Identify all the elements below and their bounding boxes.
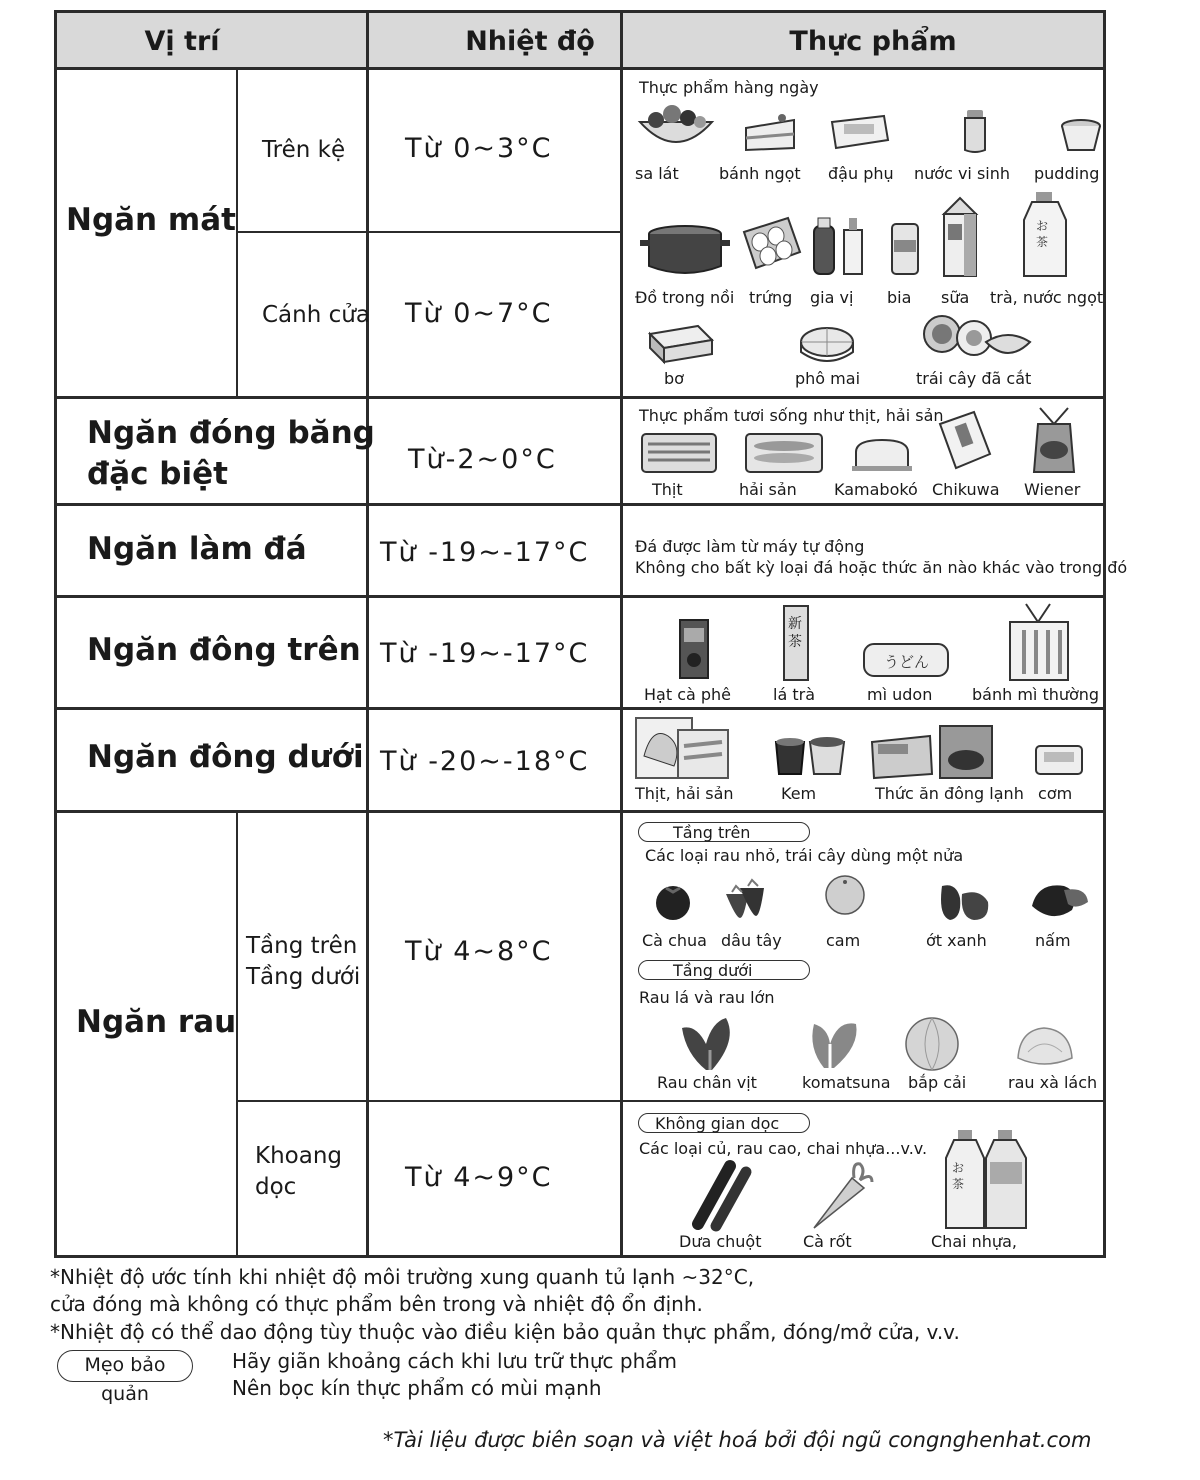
border-top: [54, 10, 1106, 13]
probiotic-drink-icon: [962, 108, 988, 154]
tofu-icon: [828, 112, 892, 152]
row-ice-name: Ngăn làm đá: [87, 531, 307, 567]
upper-freezer-item-2: lá trà: [773, 685, 815, 704]
chill-item-2: hải sản: [739, 480, 797, 499]
carrot-icon: [808, 1160, 874, 1232]
veg-lower-item-4: rau xà lách: [1008, 1073, 1098, 1092]
divider-h-header: [54, 67, 1106, 70]
strawberry-icon: [722, 878, 766, 922]
veg-vertical-item-2: Cà rốt: [803, 1232, 852, 1251]
veg-vertical-temp: Từ 4~9°C: [405, 1162, 553, 1193]
veg-vertical-item-3: Chai nhựa,: [931, 1232, 1017, 1251]
tip-1: Hãy giãn khoảng cách khi lưu trữ thực phẩm: [232, 1349, 677, 1373]
svg-text:お: お: [952, 1161, 965, 1175]
row-chill-name-1: Ngăn đóng băng: [87, 415, 375, 451]
credit-line: *Tài liệu được biên soạn và việt hoá bởi đội ngũ congnghenhat.com: [383, 1428, 1092, 1452]
green-pepper-icon: [936, 878, 994, 924]
veg-tiers-label-1: Tầng trên: [246, 933, 358, 959]
veg-vertical-item-1: Dưa chuột: [679, 1232, 762, 1251]
milk-carton-icon: [940, 194, 980, 280]
tea-leaf-pack-icon: [782, 604, 810, 682]
row-lower-freezer-temp: Từ -20~-18°C: [380, 746, 590, 777]
divider-v-veg-sub: [236, 812, 238, 1258]
veg-upper-item-5: nấm: [1035, 931, 1071, 950]
row-chill-name-2: đặc biệt: [87, 456, 228, 492]
divider-h-3: [54, 595, 1106, 598]
veg-vertical-label-1: Khoang: [255, 1143, 343, 1169]
cool-item-b-3: gia vị: [810, 288, 854, 307]
bread-icon: [1004, 600, 1074, 684]
salad-icon: [636, 100, 716, 158]
orange-icon: [824, 874, 866, 916]
svg-text:茶: 茶: [952, 1177, 965, 1191]
note-3: *Nhiệt độ có thể dao động tùy thuộc vào điều kiện bảo quản thực phẩm, đóng/mở cửa, v.v.: [50, 1320, 960, 1344]
coffee-bag-icon: [678, 618, 710, 680]
chill-item-5: Wiener: [1024, 480, 1081, 499]
pot-icon: [640, 222, 730, 280]
row-cool-shelf-label: Trên kệ: [262, 137, 346, 163]
tip-2: Nên bọc kín thực phẩm có mùi mạnh: [232, 1376, 602, 1400]
lower-freezer-item-4: cơm: [1038, 784, 1073, 803]
chill-heading: Thực phẩm tươi sống như thịt, hải sản: [639, 406, 944, 425]
lower-freezer-item-3: Thức ăn đông lạnh: [875, 784, 1024, 803]
spinach-icon: [676, 1014, 742, 1072]
udon-pack-icon: [862, 640, 950, 680]
row-lower-freezer-name: Ngăn đông dưới: [87, 739, 364, 775]
row-upper-freezer-name: Ngăn đông trên: [87, 632, 361, 668]
veg-lower-desc: Rau lá và rau lớn: [639, 988, 775, 1007]
veg-upper-item-1: Cà chua: [642, 931, 707, 950]
row-chill-temp: Từ-2~0°C: [408, 444, 557, 475]
divider-h-veg-sub: [238, 1100, 1106, 1102]
cool-item-a-1: sa lát: [635, 164, 679, 183]
cool-item-a-4: nước vi sinh: [914, 164, 1011, 183]
lower-freezer-item-1: Thịt, hải sản: [635, 784, 734, 803]
svg-text:茶: 茶: [788, 634, 802, 650]
butter-icon: [646, 322, 716, 366]
veg-lower-item-1: Rau chân vịt: [657, 1073, 757, 1092]
row-cool-door-temp: Từ 0~7°C: [405, 298, 553, 329]
header-location: Vị trí: [144, 26, 220, 57]
divider-v-cool-sub: [236, 69, 238, 397]
tea-bottle-icon: [1018, 190, 1072, 280]
ice-line-2: Không cho bất kỳ loại đá hoặc thức ăn nào khác vào trong đó: [635, 558, 1128, 577]
svg-text:お: お: [1036, 219, 1049, 233]
cool-item-c-1: bơ: [664, 369, 684, 388]
beer-can-icon: [890, 222, 920, 276]
cool-item-a-3: đậu phụ: [828, 164, 894, 183]
svg-text:うどん: うどん: [884, 653, 930, 671]
veg-tiers-temp: Từ 4~8°C: [405, 936, 553, 967]
frozen-meat-icon: [634, 716, 730, 782]
svg-text:新: 新: [788, 616, 802, 632]
cool-item-a-5: pudding: [1034, 164, 1100, 183]
lower-freezer-item-2: Kem: [781, 784, 817, 803]
chill-item-3: Kamabokó: [834, 480, 918, 499]
row-cool-shelf-temp: Từ 0~3°C: [405, 133, 553, 164]
tomato-icon: [654, 880, 692, 922]
cool-item-a-2: bánh ngọt: [719, 164, 801, 183]
cool-item-c-3: trái cây đã cắt: [916, 369, 1032, 388]
meat-tray-icon: [640, 430, 718, 476]
plastic-bottles-icon: [940, 1128, 1030, 1232]
divider-v-temp: [366, 10, 369, 1258]
veg-upper-item-4: ớt xanh: [926, 931, 987, 950]
veg-upper-pill: Tầng trên: [638, 822, 810, 842]
veg-vertical-desc: Các loại củ, rau cao, chai nhựa...v.v.: [639, 1139, 928, 1158]
divider-h-2: [54, 503, 1106, 506]
veg-lower-pill: Tầng dưới: [638, 960, 810, 980]
veg-upper-desc: Các loại rau nhỏ, trái cây dùng một nửa: [645, 846, 964, 865]
chill-item-4: Chikuwa: [932, 480, 1000, 499]
ice-cream-icon: [774, 732, 846, 778]
cool-item-b-4: bia: [887, 288, 912, 307]
seafood-tray-icon: [744, 430, 824, 476]
cheese-icon: [798, 322, 856, 366]
seasoning-icon: [812, 216, 868, 278]
eggs-icon: [738, 212, 804, 274]
note-2: cửa đóng mà không có thực phẩm bên trong và nhiệt độ ổn định.: [50, 1292, 703, 1316]
header-food: Thực phẩm: [789, 26, 957, 57]
svg-text:茶: 茶: [1036, 235, 1049, 249]
upper-freezer-item-1: Hạt cà phê: [644, 685, 732, 704]
ice-line-1: Đá được làm từ máy tự động: [635, 537, 865, 556]
tip-label-badge: Mẹo bảo quản: [57, 1350, 193, 1382]
row-cool-door-label: Cánh cửa: [262, 302, 370, 328]
frozen-meal-icon: [870, 722, 996, 782]
kamaboko-icon: [850, 436, 914, 472]
cool-daily-heading: Thực phẩm hàng ngày: [639, 78, 819, 97]
border-left: [54, 10, 57, 1258]
mushroom-icon: [1028, 880, 1090, 924]
cucumber-icon: [690, 1160, 756, 1230]
cut-fruit-icon: [916, 312, 1036, 362]
divider-h-1: [54, 396, 1106, 399]
veg-vertical-pill: Không gian dọc: [638, 1113, 810, 1133]
chill-item-1: Thịt: [652, 480, 683, 499]
lettuce-icon: [1014, 1022, 1076, 1070]
note-1: *Nhiệt độ ước tính khi nhiệt độ môi trường xung quanh tủ lạnh ~32°C,: [50, 1265, 755, 1289]
upper-freezer-item-3: mì udon: [867, 685, 933, 704]
veg-tiers-label-2: Tầng dưới: [246, 964, 361, 990]
divider-v-food: [620, 10, 623, 1258]
cool-item-b-2: trứng: [749, 288, 793, 307]
pudding-icon: [1060, 118, 1102, 154]
row-veg-name: Ngăn rau: [76, 1004, 237, 1040]
wiener-icon: [1030, 404, 1078, 476]
veg-lower-item-3: bắp cải: [908, 1073, 967, 1092]
komatsuna-icon: [800, 1014, 866, 1070]
divider-h-4: [54, 707, 1106, 710]
rice-pack-icon: [1034, 742, 1084, 778]
chikuwa-icon: [930, 410, 996, 472]
veg-lower-item-2: komatsuna: [802, 1073, 891, 1092]
cake-icon: [742, 112, 798, 154]
veg-vertical-label-2: dọc: [255, 1174, 297, 1200]
header-temp: Nhiệt độ: [465, 26, 595, 57]
divider-h-5: [54, 810, 1106, 813]
upper-freezer-item-4: bánh mì thường: [972, 685, 1100, 704]
veg-upper-item-2: dâu tây: [721, 931, 782, 950]
veg-upper-item-3: cam: [826, 931, 861, 950]
border-right: [1103, 10, 1106, 1258]
cabbage-icon: [902, 1014, 962, 1072]
cool-item-b-5: sữa: [941, 288, 970, 307]
row-cool-name: Ngăn mát: [66, 202, 236, 238]
border-bottom: [54, 1255, 1106, 1258]
row-ice-temp: Từ -19~-17°C: [380, 537, 590, 568]
cool-item-b-1: Đồ trong nồi: [635, 288, 735, 307]
cool-item-b-6: trà, nước ngọt: [990, 288, 1104, 307]
row-upper-freezer-temp: Từ -19~-17°C: [380, 638, 590, 669]
cool-item-c-2: phô mai: [795, 369, 861, 388]
divider-h-cool-sub: [238, 231, 622, 233]
